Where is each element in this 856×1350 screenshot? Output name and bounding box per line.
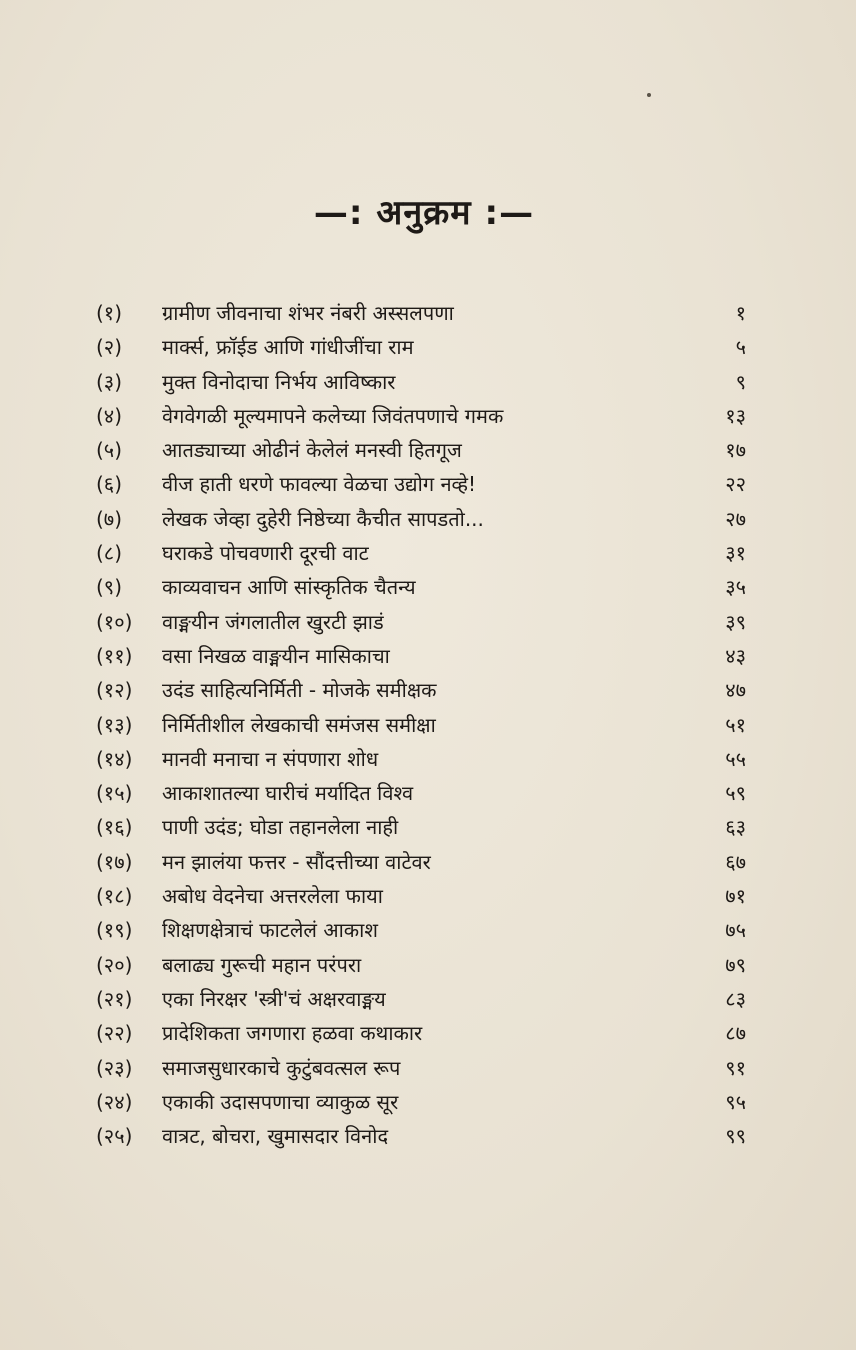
entry-number: (१९): [96, 918, 133, 943]
page-title: —: अनुक्रम :—: [313, 193, 535, 233]
entry-number: (५): [96, 438, 123, 463]
entry-page: १७: [725, 438, 746, 463]
entry-number: (१८): [96, 884, 133, 909]
entry-title: एका निरक्षर 'स्त्री'चं अक्षरवाङ्मय: [162, 986, 386, 1011]
ink-speck: [647, 93, 651, 97]
toc-entry: [96, 879, 746, 913]
toc-entry: [96, 1016, 746, 1050]
toc-entry: [96, 433, 746, 467]
toc-entry: [96, 639, 746, 673]
entry-title: बलाढ्य गुरूची महान परंपरा: [162, 952, 362, 977]
toc-entry: [96, 948, 746, 982]
toc-entry: [96, 536, 746, 570]
entry-page: ९१: [725, 1055, 746, 1080]
toc-entry: [96, 913, 746, 947]
toc-entry: [96, 982, 746, 1016]
toc-entry: [96, 1051, 746, 1085]
toc-entry: [96, 742, 746, 776]
entry-title: लेखक जेव्हा दुहेरी निष्ठेच्या कैचीत सापडतो...: [162, 506, 484, 531]
toc-entry: [96, 810, 746, 844]
toc-entry: [96, 776, 746, 810]
entry-number: (१२): [96, 678, 133, 703]
toc-entry: [96, 502, 746, 536]
entry-title: समाजसुधारकाचे कुटुंबवत्सल रूप: [162, 1055, 401, 1080]
entry-title: वेगवेगळी मूल्यमापने कलेच्या जिवंतपणाचे गमक: [162, 403, 504, 428]
toc-entry: [96, 673, 746, 707]
entry-title: वसा निखळ वाङ्मयीन मासिकाचा: [162, 643, 390, 668]
entry-title: वीज हाती धरणे फावल्या वेळचा उद्योग नव्हे!: [162, 472, 476, 497]
entry-title: वात्रट, बोचरा, खुमासदार विनोद: [162, 1124, 389, 1149]
entry-number: (१४): [96, 746, 133, 771]
entry-page: ७१: [725, 884, 746, 909]
entry-number: (३): [96, 369, 123, 394]
entry-page: ५९: [725, 781, 746, 806]
entry-page: ६३: [725, 815, 746, 840]
entry-page: ४७: [725, 678, 746, 703]
entry-page: ३१: [725, 541, 746, 566]
entry-number: (२१): [96, 986, 133, 1011]
entry-page: ८३: [725, 986, 746, 1011]
toc-entry: [96, 296, 746, 330]
toc-entry: [96, 467, 746, 501]
entry-page: ५५: [725, 746, 746, 771]
table-of-contents: [96, 296, 746, 1153]
entry-number: (१०): [96, 609, 133, 634]
entry-number: (२४): [96, 1089, 133, 1114]
entry-title: पाणी उदंड; घोडा तहानलेला नाही: [162, 815, 399, 840]
entry-number: (२): [96, 335, 123, 360]
entry-page: ९: [735, 369, 746, 394]
entry-title: एकाकी उदासपणाचा व्याकुळ सूर: [162, 1089, 399, 1114]
entry-page: ९९: [725, 1124, 746, 1149]
entry-number: (२०): [96, 952, 133, 977]
entry-number: (१७): [96, 849, 133, 874]
toc-entry: [96, 708, 746, 742]
toc-entry: [96, 1085, 746, 1119]
entry-number: (२३): [96, 1055, 133, 1080]
entry-number: (१५): [96, 781, 133, 806]
entry-title: उदंड साहित्यनिर्मिती - मोजके समीक्षक: [162, 678, 437, 703]
entry-page: ७५: [725, 918, 746, 943]
entry-number: (१६): [96, 815, 133, 840]
toc-entry: [96, 330, 746, 364]
entry-title: आकाशातल्या घारीचं मर्यादित विश्व: [162, 781, 414, 806]
entry-page: ३९: [725, 609, 746, 634]
entry-number: (९): [96, 575, 123, 600]
entry-page: ५: [735, 335, 746, 360]
entry-title: प्रादेशिकता जगणारा हळवा कथाकार: [162, 1021, 423, 1046]
entry-number: (८): [96, 541, 123, 566]
entry-number: (२५): [96, 1124, 133, 1149]
entry-page: ८७: [725, 1021, 746, 1046]
toc-entry: [96, 399, 746, 433]
entry-number: (६): [96, 472, 123, 497]
entry-page: ५१: [725, 712, 746, 737]
entry-title: निर्मितीशील लेखकाची समंजस समीक्षा: [162, 712, 436, 737]
entry-page: ४३: [725, 643, 746, 668]
entry-page: १३: [725, 403, 746, 428]
entry-title: घराकडे पोचवणारी दूरची वाट: [162, 541, 369, 566]
entry-title: मन झालंया फत्तर - सौंदत्तीच्या वाटेवर: [162, 849, 431, 874]
entry-title: अबोध वेदनेचा अत्तरलेला फाया: [162, 884, 383, 909]
entry-title: वाङ्मयीन जंगलातील खुरटी झाडं: [162, 609, 384, 634]
entry-number: (२२): [96, 1021, 133, 1046]
entry-title: शिक्षणक्षेत्राचं फाटलेलं आकाश: [162, 918, 378, 943]
entry-title: मानवी मनाचा न संपणारा शोध: [162, 746, 379, 771]
toc-entry: [96, 605, 746, 639]
toc-entry: [96, 365, 746, 399]
toc-entry: [96, 845, 746, 879]
entry-title: काव्यवाचन आणि सांस्कृतिक चैतन्य: [162, 575, 416, 600]
entry-page: ६७: [725, 849, 746, 874]
entry-title: मुक्त विनोदाचा निर्भय आविष्कार: [162, 369, 396, 394]
entry-title: आतड्याच्या ओढीनं केलेलं मनस्वी हितगूज: [162, 438, 462, 463]
toc-entry: [96, 1119, 746, 1153]
entry-page: ३५: [725, 575, 746, 600]
entry-number: (११): [96, 643, 133, 668]
entry-page: २७: [725, 506, 746, 531]
entry-title: मार्क्स, फ्रॉईड आणि गांधीजींचा राम: [162, 335, 414, 360]
entry-page: ७९: [725, 952, 746, 977]
entry-number: (१): [96, 301, 123, 325]
entry-number: (४): [96, 403, 123, 428]
entry-number: (१३): [96, 712, 133, 737]
entry-title: ग्रामीण जीवनाचा शंभर नंबरी अस्सलपणा: [162, 301, 454, 325]
toc-entry: [96, 570, 746, 604]
entry-number: (७): [96, 506, 123, 531]
entry-page: २२: [725, 472, 746, 497]
entry-page: १: [735, 301, 746, 325]
entry-page: ९५: [725, 1089, 746, 1114]
